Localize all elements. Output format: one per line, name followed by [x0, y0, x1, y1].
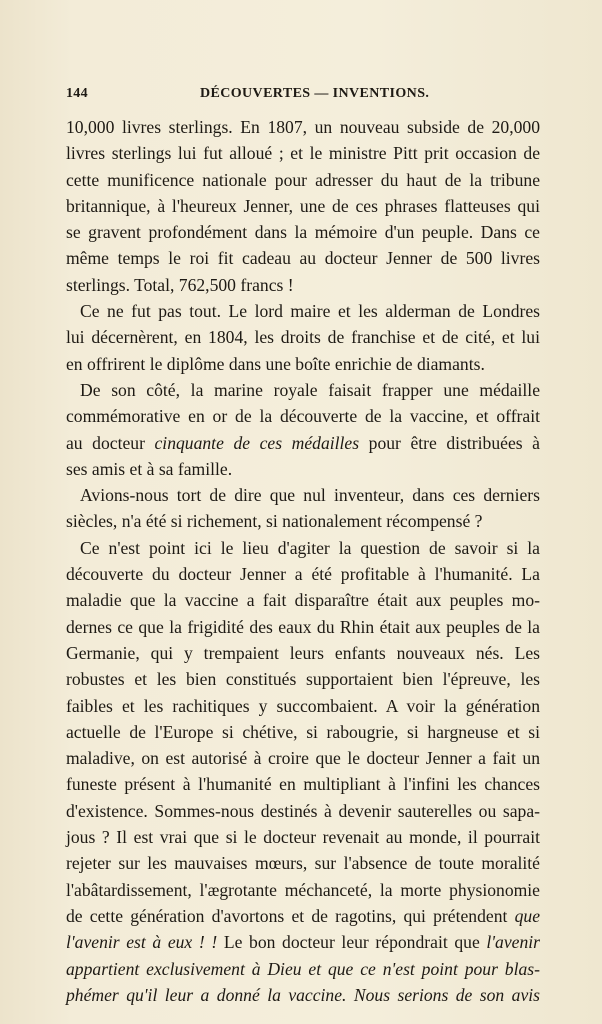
text-line: actuelle de l'Europe si chétive, si rabougrie, si hargneuse et si [66, 721, 540, 742]
page-number: 144 [66, 86, 88, 101]
text-line: de cette génération d'avortons et de ragotins, qui prétendent que [66, 905, 540, 926]
text-line: livres sterlings lui fut alloué ; et le ministre Pitt prit occasion de [66, 143, 540, 164]
text-line: appartient exclusivement à Dieu et que ce n'est point pour blas- [66, 958, 540, 979]
running-head: DÉCOUVERTES — INVENTIONS. [200, 86, 430, 101]
text-line: même temps le roi fit cadeau au docteur Jenner de 500 livres [66, 248, 540, 269]
body-text [66, 114, 540, 1008]
text-line: Avions-nous tort de dire que nul inventeur, dans ces derniers [80, 485, 540, 506]
text-line: phémer qu'il leur a donné la vaccine. Nous serions de son avis [66, 984, 540, 1005]
text-line: l'abâtardissement, l'ægrotante méchanceté, la morte physionomie [66, 879, 540, 900]
text-line: jous ? Il est vrai que si le docteur revenait au monde, il pourrait [66, 827, 540, 848]
text-line: maladie que la vaccine a fait disparaître était aux peuples mo- [66, 590, 540, 611]
text-line: 10,000 livres sterlings. En 1807, un nouveau subside de 20,000 [66, 117, 540, 137]
text-line: maladive, on est autorisé à croire que le docteur Jenner a fait un [66, 748, 540, 769]
text-line: Ce n'est point ici le lieu d'agiter la question de savoir si la [80, 537, 540, 558]
text-line: se gravent profondément dans la mémoire d'un peuple. Dans ce [66, 222, 540, 243]
text-line: funeste présent à l'humanité en multipliant à l'infini les chances [66, 774, 540, 795]
text-line: lui décernèrent, en 1804, les droits de franchise et de cité, et lui [66, 327, 540, 348]
text-line: dernes ce que la frigidité des eaux du Rhin était aux peuples de la [66, 616, 540, 637]
text-line: robustes et les bien constitués supportaient bien l'épreuve, les [66, 669, 540, 690]
text-line: en offrirent le diplôme dans une boîte enrichie de diamants. [66, 353, 485, 374]
text-line: Ce ne fut pas tout. Le lord maire et les alderman de Londres [80, 301, 540, 322]
text-line: britannique, à l'heureux Jenner, une de ces phrases flatteuses qui [66, 195, 540, 216]
page-header [66, 86, 540, 108]
text-line: faibles et les rachitiques y succombaient. A voir la génération [66, 695, 540, 716]
text-line: d'existence. Sommes-nous destinés à devenir sauterelles ou sapa- [66, 800, 540, 821]
text-line: ses amis et à sa famille. [66, 458, 233, 479]
text-line: commémorative en or de la découverte de la vaccine, et offrait [66, 406, 540, 427]
text-line: rejeter sur les mauvaises mœurs, sur l'absence de toute moralité [66, 853, 540, 874]
text-line: découverte du docteur Jenner a été profitable à l'humanité. La [66, 564, 540, 585]
text-line: Germanie, qui y trempaient leurs enfants nouveaux nés. Les [66, 642, 540, 663]
text-line: siècles, n'a été si richement, si nationalement récompensé ? [66, 511, 483, 532]
text-line: De son côté, la marine royale faisait frapper une médaille [80, 379, 540, 400]
text-line: au docteur cinquante de ces médailles pour être distribuées à [66, 432, 540, 453]
text-line: sterlings. Total, 762,500 francs ! [66, 274, 294, 295]
text-line: cette munificence nationale pour adresser du haut de la tribune [66, 169, 540, 190]
text-line: l'avenir est à eux ! ! Le bon docteur leur répondrait que l'avenir [66, 932, 540, 953]
